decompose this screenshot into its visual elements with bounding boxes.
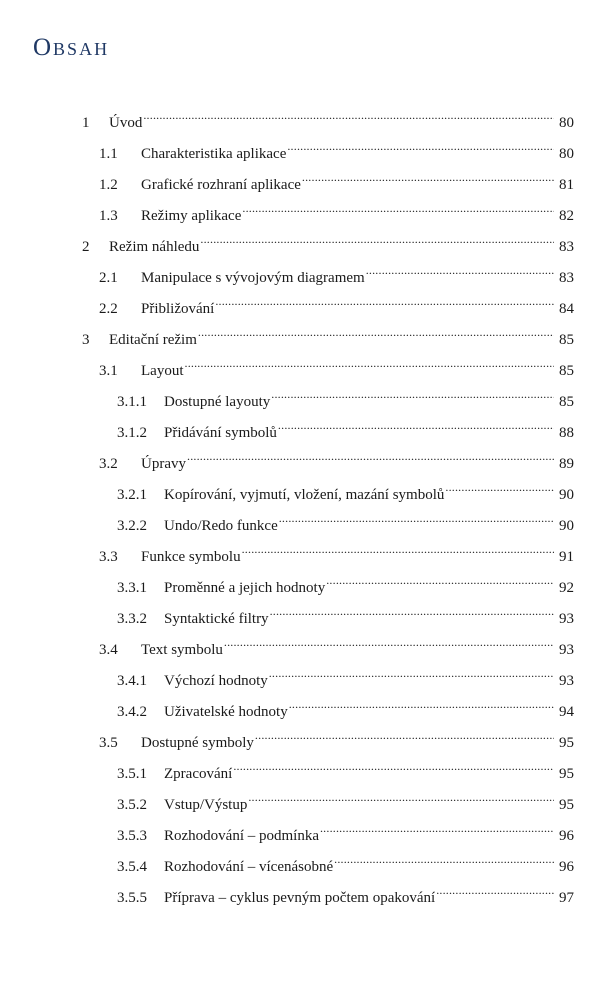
toc-dot-leader — [187, 444, 554, 468]
toc-entry-title[interactable]: Vstup/Výstup — [164, 797, 248, 813]
toc-entry-page-number[interactable]: 81 — [559, 177, 574, 193]
toc-entry-page-number[interactable]: 90 — [559, 487, 574, 503]
page-title: Obsah — [33, 34, 110, 61]
toc-entry-title[interactable]: Výchozí hodnoty — [164, 673, 268, 689]
toc-entry-number: 2.2 — [99, 301, 118, 317]
toc-dot-leader — [215, 289, 554, 313]
toc-entry-title[interactable]: Režimy aplikace — [141, 208, 242, 224]
toc-entry-number: 3.5.5 — [117, 890, 147, 906]
toc-dot-leader — [326, 568, 554, 592]
toc-entry-title[interactable]: Úpravy — [141, 456, 186, 472]
toc-entry-number: 1.3 — [99, 208, 118, 224]
toc-dot-leader — [233, 754, 554, 778]
toc-entry[interactable] — [99, 289, 574, 317]
toc-entry[interactable] — [117, 754, 574, 782]
toc-entry-page-number[interactable]: 96 — [559, 828, 574, 844]
toc-entry-page-number[interactable]: 82 — [559, 208, 574, 224]
toc-entry-title[interactable]: Text symbolu — [141, 642, 223, 658]
toc-dot-leader — [269, 661, 554, 685]
toc-entry-number: 3.2 — [99, 456, 118, 472]
toc-entry[interactable] — [99, 351, 574, 379]
toc-dot-leader — [278, 413, 554, 437]
toc-entry[interactable] — [117, 568, 574, 596]
toc-entry[interactable] — [117, 475, 574, 503]
toc-entry-title[interactable]: Kopírování, vyjmutí, vložení, mazání symbolů — [164, 487, 445, 503]
toc-entry[interactable] — [99, 630, 574, 658]
toc-entry-number: 3.1.1 — [117, 394, 147, 410]
toc-entry-title[interactable]: Zpracování — [164, 766, 233, 782]
toc-entry-title[interactable]: Uživatelské hodnoty — [164, 704, 288, 720]
toc-entry-page-number[interactable]: 95 — [559, 797, 574, 813]
toc-entry[interactable] — [117, 382, 574, 410]
toc-dot-leader — [270, 599, 554, 623]
toc-entry-number: 3 — [82, 332, 90, 348]
toc-entry[interactable] — [82, 227, 574, 255]
toc-entry-page-number[interactable]: 85 — [559, 363, 574, 379]
toc-dot-leader — [289, 692, 554, 716]
toc-dot-leader — [320, 816, 554, 840]
toc-entry-title[interactable]: Grafické rozhraní aplikace — [141, 177, 301, 193]
toc-entry-page-number[interactable]: 97 — [559, 890, 574, 906]
toc-dot-leader — [445, 475, 554, 499]
toc-entry-number: 2.1 — [99, 270, 118, 286]
toc-entry-title[interactable]: Undo/Redo funkce — [164, 518, 278, 534]
toc-entry-page-number[interactable]: 85 — [559, 332, 574, 348]
toc-entry[interactable] — [99, 258, 574, 286]
toc-entry-number: 1.2 — [99, 177, 118, 193]
toc-entry-page-number[interactable]: 94 — [559, 704, 574, 720]
toc-entry-page-number[interactable]: 88 — [559, 425, 574, 441]
toc-entry-title[interactable]: Rozhodování – vícenásobné — [164, 859, 334, 875]
toc-entry-number: 3.1 — [99, 363, 118, 379]
toc-dot-leader — [279, 506, 554, 530]
toc-entry[interactable] — [117, 413, 574, 441]
toc-entry[interactable] — [99, 196, 574, 224]
toc-dot-leader — [334, 847, 554, 871]
toc-entry-number: 3.2.1 — [117, 487, 147, 503]
toc-entry-title[interactable]: Přidávání symbolů — [164, 425, 277, 441]
toc-entry-page-number[interactable]: 96 — [559, 859, 574, 875]
toc-entry[interactable] — [117, 878, 574, 906]
toc-entry-title[interactable]: Příprava – cyklus pevným počtem opakování — [164, 890, 436, 906]
toc-dot-leader — [242, 537, 554, 561]
toc-entry[interactable] — [82, 103, 574, 131]
toc-entry-page-number[interactable]: 93 — [559, 642, 574, 658]
toc-entry-title[interactable]: Funkce symbolu — [141, 549, 241, 565]
toc-entry-number: 3.5.3 — [117, 828, 147, 844]
toc-entry-title[interactable]: Editační režim — [109, 332, 197, 348]
toc-entry[interactable] — [99, 537, 574, 565]
toc-entry-number: 3.3.2 — [117, 611, 147, 627]
toc-entry-number: 3.5.4 — [117, 859, 147, 875]
toc-entry-number: 2 — [82, 239, 90, 255]
toc-entry-title[interactable]: Syntaktické filtry — [164, 611, 269, 627]
toc-entry-title[interactable]: Úvod — [109, 115, 143, 131]
toc-entry-number: 3.2.2 — [117, 518, 147, 534]
toc-entry[interactable] — [99, 444, 574, 472]
toc-dot-leader — [302, 165, 554, 189]
toc-entry[interactable] — [99, 134, 574, 162]
toc-entry[interactable] — [117, 785, 574, 813]
toc-entry-page-number[interactable]: 80 — [559, 115, 574, 131]
toc-dot-leader — [248, 785, 554, 809]
toc-entry-page-number[interactable]: 91 — [559, 549, 574, 565]
toc-entry-number: 3.1.2 — [117, 425, 147, 441]
toc-entry-title[interactable]: Dostupné symboly — [141, 735, 254, 751]
toc-dot-leader — [224, 630, 554, 654]
toc-entry-number: 3.5.2 — [117, 797, 147, 813]
toc-entry[interactable] — [117, 661, 574, 689]
toc-dot-leader — [185, 351, 555, 375]
toc-entry-page-number[interactable]: 95 — [559, 735, 574, 751]
toc-entry-page-number[interactable]: 92 — [559, 580, 574, 596]
toc-entry-title[interactable]: Manipulace s vývojovým diagramem — [141, 270, 365, 286]
toc-entry-page-number[interactable]: 90 — [559, 518, 574, 534]
toc-dot-leader — [143, 103, 554, 127]
toc-entry-title[interactable]: Charakteristika aplikace — [141, 146, 287, 162]
toc-entry[interactable] — [99, 165, 574, 193]
toc-dot-leader — [271, 382, 554, 406]
toc-entry-page-number[interactable]: 95 — [559, 766, 574, 782]
toc-entry-title[interactable]: Layout — [141, 363, 184, 379]
toc-entry-number: 3.4 — [99, 642, 118, 658]
toc-entry-page-number[interactable]: 93 — [559, 673, 574, 689]
toc-entry-page-number[interactable]: 93 — [559, 611, 574, 627]
toc-dot-leader — [200, 227, 554, 251]
toc-entry-page-number[interactable]: 83 — [559, 239, 574, 255]
toc-entry-page-number[interactable]: 83 — [559, 270, 574, 286]
toc-entry-number: 1.1 — [99, 146, 118, 162]
toc-dot-leader — [287, 134, 554, 158]
toc-entry[interactable] — [117, 599, 574, 627]
toc-entry-title[interactable]: Proměnné a jejich hodnoty — [164, 580, 326, 596]
toc-entry-number: 3.4.1 — [117, 673, 147, 689]
toc-entry[interactable] — [117, 692, 574, 720]
toc-entry[interactable] — [117, 506, 574, 534]
toc-entry[interactable] — [99, 723, 574, 751]
toc-entry-number: 3.5 — [99, 735, 118, 751]
toc-entry-number: 3.3 — [99, 549, 118, 565]
toc-entry-number: 3.5.1 — [117, 766, 147, 782]
toc-entry[interactable] — [117, 816, 574, 844]
toc-entry[interactable] — [82, 320, 574, 348]
toc-entry-title[interactable]: Rozhodování – podmínka — [164, 828, 319, 844]
toc-entry-number: 3.3.1 — [117, 580, 147, 596]
toc-entry-title[interactable]: Přibližování — [141, 301, 215, 317]
toc-dot-leader — [242, 196, 554, 220]
toc-entry-page-number[interactable]: 85 — [559, 394, 574, 410]
toc-entry-number: 3.4.2 — [117, 704, 147, 720]
toc-entry-title[interactable]: Režim náhledu — [109, 239, 200, 255]
toc-entry-number: 1 — [82, 115, 90, 131]
toc-dot-leader — [366, 258, 554, 282]
toc-entry-page-number[interactable]: 84 — [559, 301, 574, 317]
toc-entry-title[interactable]: Dostupné layouty — [164, 394, 271, 410]
toc-entry[interactable] — [117, 847, 574, 875]
toc-dot-leader — [198, 320, 554, 344]
toc-dot-leader — [255, 723, 554, 747]
toc-entry-page-number[interactable]: 89 — [559, 456, 574, 472]
toc-entry-page-number[interactable]: 80 — [559, 146, 574, 162]
toc-dot-leader — [436, 878, 554, 902]
